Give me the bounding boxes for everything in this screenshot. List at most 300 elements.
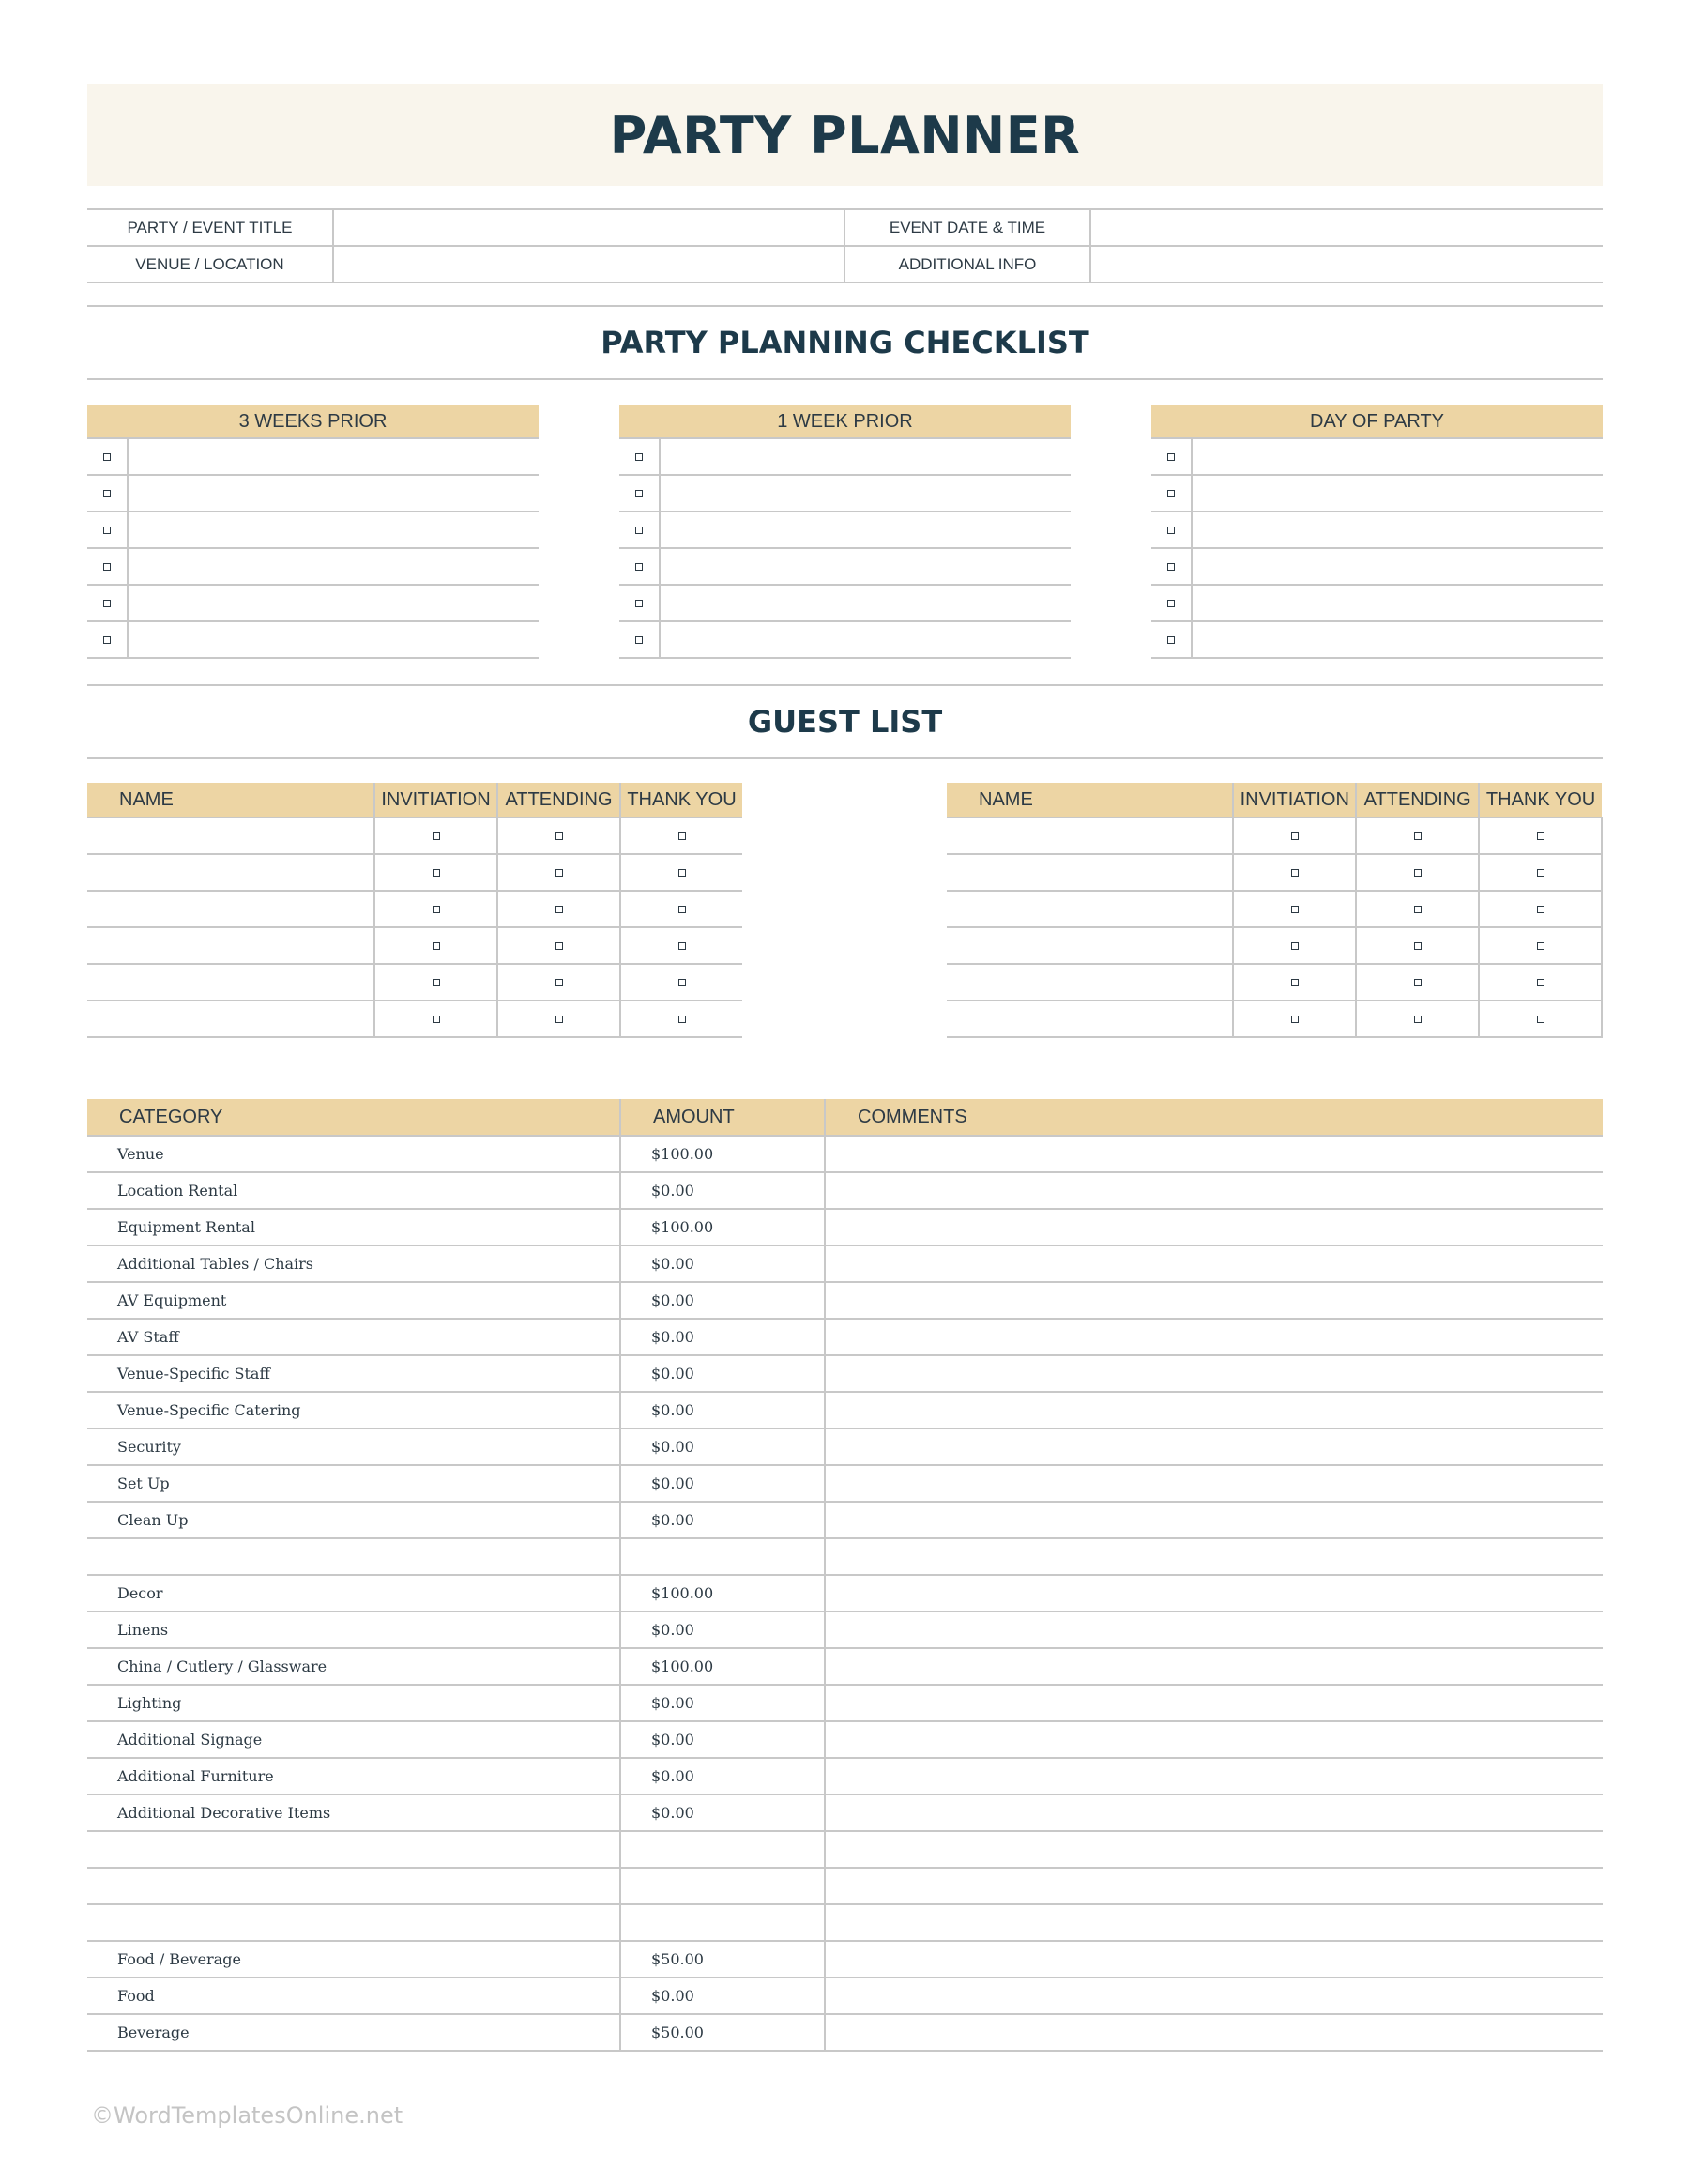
checkbox-cell — [87, 586, 129, 620]
guest-row — [87, 854, 742, 891]
checklist-item — [87, 476, 539, 512]
checkbox-icon[interactable] — [1291, 832, 1299, 840]
checklist-section-header — [87, 305, 1603, 380]
guest-name-header: NAME — [87, 783, 374, 817]
checkbox-cell — [1151, 549, 1193, 584]
invitation-cell — [1233, 1000, 1356, 1037]
checkbox-cell — [1151, 586, 1193, 620]
comments-cell[interactable] — [825, 1904, 1603, 1941]
checkbox-icon[interactable] — [555, 979, 563, 986]
checkbox-icon[interactable] — [678, 942, 686, 950]
checkbox-icon[interactable] — [103, 490, 111, 497]
checklist-item-field[interactable] — [129, 476, 539, 511]
checkbox-cell — [619, 439, 661, 474]
checklist-item — [1151, 549, 1603, 586]
thank-you-header: THANK YOU — [620, 783, 742, 817]
checklist-item-field[interactable] — [129, 439, 539, 474]
checklist-item-field[interactable] — [661, 439, 1071, 474]
comments-cell[interactable] — [825, 2014, 1603, 2051]
thank-you-cell — [1479, 1000, 1602, 1037]
checklist-item — [619, 549, 1071, 586]
amount-cell[interactable]: $100.00 — [620, 1575, 825, 1611]
invitation-cell — [374, 854, 497, 891]
checkbox-cell — [619, 476, 661, 511]
guest-name-field[interactable] — [947, 964, 1233, 1000]
attending-cell — [1356, 927, 1479, 964]
budget-row — [87, 1502, 1603, 1538]
amount-cell[interactable]: $0.00 — [620, 1685, 825, 1721]
comments-cell[interactable] — [825, 1392, 1603, 1428]
invitation-cell — [1233, 927, 1356, 964]
category-cell: Food — [87, 1978, 620, 2014]
checklist-item — [619, 622, 1071, 659]
checklist-item — [87, 512, 539, 549]
invitation-header: INVITIATION — [374, 783, 497, 817]
category-cell — [87, 1831, 620, 1868]
comments-cell[interactable] — [825, 1465, 1603, 1502]
comments-cell[interactable] — [825, 1136, 1603, 1172]
attending-cell — [497, 854, 620, 891]
comments-cell[interactable] — [825, 1721, 1603, 1758]
party-title-label: PARTY / EVENT TITLE — [87, 209, 333, 246]
budget-row — [87, 2014, 1603, 2051]
checklist-item-field[interactable] — [661, 622, 1071, 657]
comments-cell[interactable] — [825, 1868, 1603, 1904]
category-cell: Venue-Specific Catering — [87, 1392, 620, 1428]
comments-cell[interactable] — [825, 1245, 1603, 1282]
checklist-column — [619, 405, 1071, 659]
checklist-item — [619, 476, 1071, 512]
comments-cell[interactable] — [825, 1978, 1603, 2014]
guest-name-field[interactable] — [947, 891, 1233, 927]
comments-cell[interactable] — [825, 1502, 1603, 1538]
invitation-cell — [374, 891, 497, 927]
category-header: CATEGORY — [87, 1099, 620, 1136]
invitation-cell — [1233, 817, 1356, 854]
guest-row — [947, 854, 1602, 891]
guest-row — [87, 927, 742, 964]
thank-you-cell — [620, 964, 742, 1000]
amount-cell[interactable]: $0.00 — [620, 1319, 825, 1355]
invitation-cell — [374, 1000, 497, 1037]
checkbox-icon[interactable] — [678, 832, 686, 840]
checklist-title: PARTY PLANNING CHECKLIST — [601, 325, 1089, 360]
category-cell: Clean Up — [87, 1502, 620, 1538]
checkbox-icon[interactable] — [555, 906, 563, 913]
budget-table — [87, 1099, 1603, 2052]
checklist-item-field[interactable] — [661, 586, 1071, 620]
checkbox-icon[interactable] — [678, 1016, 686, 1023]
comments-cell[interactable] — [825, 1575, 1603, 1611]
budget-row — [87, 1209, 1603, 1245]
checklist-item-field[interactable] — [1193, 549, 1603, 584]
amount-cell[interactable] — [620, 1868, 825, 1904]
checkbox-cell — [87, 622, 129, 657]
amount-cell[interactable] — [620, 1904, 825, 1941]
attending-cell — [1356, 817, 1479, 854]
checklist-item — [619, 586, 1071, 622]
amount-cell[interactable]: $100.00 — [620, 1648, 825, 1685]
guest-row — [947, 1000, 1602, 1037]
amount-cell[interactable]: $0.00 — [620, 1282, 825, 1319]
checkbox-icon[interactable] — [678, 979, 686, 986]
attending-cell — [497, 817, 620, 854]
footer-credit: ©WordTemplatesOnline.net — [91, 2102, 403, 2129]
checkbox-cell — [619, 622, 661, 657]
attending-header: ATTENDING — [497, 783, 620, 817]
checkbox-icon[interactable] — [1167, 563, 1175, 571]
checkbox-icon[interactable] — [635, 600, 643, 607]
checklist-item-field[interactable] — [661, 512, 1071, 547]
comments-cell[interactable] — [825, 1941, 1603, 1978]
checklist-column-heading: 1 WEEK PRIOR — [619, 405, 1071, 439]
guest-name-field[interactable] — [947, 854, 1233, 891]
checkbox-icon[interactable] — [1537, 1016, 1544, 1023]
title-band — [87, 84, 1603, 186]
guest-table-right — [947, 783, 1603, 1038]
guest-name-field[interactable] — [87, 854, 374, 891]
checklist-item — [619, 512, 1071, 549]
guest-name-field[interactable] — [947, 1000, 1233, 1037]
budget-row — [87, 1355, 1603, 1392]
comments-cell[interactable] — [825, 1209, 1603, 1245]
checklist-item — [87, 549, 539, 586]
checkbox-cell — [1151, 622, 1193, 657]
guest-row — [947, 927, 1602, 964]
checkbox-icon[interactable] — [1167, 600, 1175, 607]
checkbox-cell — [87, 512, 129, 547]
amount-cell[interactable]: $0.00 — [620, 1172, 825, 1209]
checkbox-icon[interactable] — [555, 1016, 563, 1023]
checklist-item-field[interactable] — [1193, 439, 1603, 474]
budget-row — [87, 1758, 1603, 1795]
amount-cell[interactable]: $0.00 — [620, 1465, 825, 1502]
category-cell — [87, 1904, 620, 1941]
category-cell: Beverage — [87, 2014, 620, 2051]
event-info-table — [87, 208, 1603, 283]
amount-cell[interactable]: $0.00 — [620, 1392, 825, 1428]
amount-cell[interactable]: $100.00 — [620, 1209, 825, 1245]
category-cell: Security — [87, 1428, 620, 1465]
venue-label: VENUE / LOCATION — [87, 246, 333, 283]
checklist-column-heading: 3 WEEKS PRIOR — [87, 405, 539, 439]
checkbox-icon[interactable] — [1167, 490, 1175, 497]
guest-name-field[interactable] — [87, 964, 374, 1000]
comments-cell[interactable] — [825, 1611, 1603, 1648]
additional-info-field[interactable] — [1090, 246, 1603, 283]
checklist-item-field[interactable] — [129, 549, 539, 584]
checkbox-icon[interactable] — [103, 527, 111, 534]
invitation-header: INVITIATION — [1233, 783, 1356, 817]
budget-row — [87, 1685, 1603, 1721]
amount-cell[interactable]: $0.00 — [620, 1758, 825, 1795]
category-cell: Venue-Specific Staff — [87, 1355, 620, 1392]
checklist-item-field[interactable] — [1193, 622, 1603, 657]
thank-you-cell — [620, 817, 742, 854]
amount-cell[interactable]: $0.00 — [620, 1978, 825, 2014]
budget-row — [87, 1428, 1603, 1465]
category-cell: Set Up — [87, 1465, 620, 1502]
checkbox-icon[interactable] — [1537, 942, 1544, 950]
checkbox-cell — [1151, 512, 1193, 547]
checklist-item — [87, 586, 539, 622]
checkbox-icon[interactable] — [1291, 906, 1299, 913]
category-cell: China / Cutlery / Glassware — [87, 1648, 620, 1685]
checklist-item-field[interactable] — [1193, 512, 1603, 547]
guest-name-field[interactable] — [87, 817, 374, 854]
checkbox-icon[interactable] — [1291, 869, 1299, 877]
guest-row — [947, 817, 1602, 854]
budget-row — [87, 1465, 1603, 1502]
checkbox-icon[interactable] — [1291, 942, 1299, 950]
budget-row — [87, 1172, 1603, 1209]
checkbox-icon[interactable] — [103, 636, 111, 644]
budget-row — [87, 1831, 1603, 1868]
checkbox-icon[interactable] — [1167, 527, 1175, 534]
checkbox-icon[interactable] — [1537, 906, 1544, 913]
guest-name-field[interactable] — [87, 1000, 374, 1037]
checklist-item-field[interactable] — [1193, 476, 1603, 511]
checklist-item — [619, 439, 1071, 476]
checklist-item — [87, 622, 539, 659]
thank-you-cell — [1479, 854, 1602, 891]
attending-cell — [497, 1000, 620, 1037]
comments-cell[interactable] — [825, 1685, 1603, 1721]
budget-row — [87, 1575, 1603, 1611]
thank-you-cell — [1479, 817, 1602, 854]
budget-row — [87, 1795, 1603, 1831]
category-cell: Lighting — [87, 1685, 620, 1721]
budget-row — [87, 1611, 1603, 1648]
event-date-label: EVENT DATE & TIME — [844, 209, 1090, 246]
category-cell: Food / Beverage — [87, 1941, 620, 1978]
checkbox-icon[interactable] — [678, 906, 686, 913]
checkbox-icon[interactable] — [433, 869, 440, 877]
thank-you-cell — [620, 854, 742, 891]
checkbox-icon[interactable] — [635, 453, 643, 461]
checkbox-icon[interactable] — [103, 600, 111, 607]
checkbox-icon[interactable] — [635, 527, 643, 534]
budget-row — [87, 1648, 1603, 1685]
amount-cell[interactable] — [620, 1538, 825, 1575]
checkbox-icon[interactable] — [1414, 1016, 1422, 1023]
checkbox-icon[interactable] — [555, 832, 563, 840]
checkbox-cell — [1151, 439, 1193, 474]
invitation-cell — [1233, 891, 1356, 927]
checkbox-icon[interactable] — [1414, 906, 1422, 913]
amount-cell[interactable]: $0.00 — [620, 1611, 825, 1648]
checkbox-cell — [619, 586, 661, 620]
checklist-item — [1151, 476, 1603, 512]
attending-cell — [1356, 964, 1479, 1000]
additional-info-label: ADDITIONAL INFO — [844, 246, 1090, 283]
guest-row — [87, 891, 742, 927]
category-cell: Additional Furniture — [87, 1758, 620, 1795]
thank-you-cell — [620, 1000, 742, 1037]
invitation-cell — [374, 964, 497, 1000]
checkbox-icon[interactable] — [103, 453, 111, 461]
checkbox-icon[interactable] — [1167, 453, 1175, 461]
checkbox-icon[interactable] — [433, 942, 440, 950]
guest-row — [87, 817, 742, 854]
budget-row — [87, 1978, 1603, 2014]
guest-name-field[interactable] — [87, 891, 374, 927]
comments-cell[interactable] — [825, 1538, 1603, 1575]
venue-field[interactable] — [333, 246, 844, 283]
invitation-cell — [374, 927, 497, 964]
category-cell: AV Staff — [87, 1319, 620, 1355]
checklist-item — [1151, 622, 1603, 659]
thank-you-cell — [620, 927, 742, 964]
budget-row — [87, 1319, 1603, 1355]
thank-you-cell — [620, 891, 742, 927]
guest-name-field[interactable] — [87, 927, 374, 964]
checkbox-cell — [87, 549, 129, 584]
checkbox-cell — [619, 549, 661, 584]
checklist-item-field[interactable] — [1193, 586, 1603, 620]
guest-section-header — [87, 684, 1603, 759]
amount-cell[interactable]: $0.00 — [620, 1502, 825, 1538]
category-cell: Additional Tables / Chairs — [87, 1245, 620, 1282]
checkbox-icon[interactable] — [1537, 869, 1544, 877]
category-cell: AV Equipment — [87, 1282, 620, 1319]
category-cell — [87, 1538, 620, 1575]
amount-cell[interactable]: $0.00 — [620, 1355, 825, 1392]
amount-cell[interactable]: $0.00 — [620, 1721, 825, 1758]
comments-cell[interactable] — [825, 1648, 1603, 1685]
guest-row — [947, 891, 1602, 927]
category-cell: Additional Signage — [87, 1721, 620, 1758]
amount-header: AMOUNT — [620, 1099, 825, 1136]
thank-you-cell — [1479, 927, 1602, 964]
budget-row — [87, 1538, 1603, 1575]
comments-header: COMMENTS — [825, 1099, 1603, 1136]
budget-row — [87, 1721, 1603, 1758]
amount-cell[interactable]: $50.00 — [620, 1941, 825, 1978]
checkbox-icon[interactable] — [433, 979, 440, 986]
checkbox-icon[interactable] — [1167, 636, 1175, 644]
guest-table-left — [87, 783, 742, 1038]
comments-cell[interactable] — [825, 1282, 1603, 1319]
checkbox-icon[interactable] — [1414, 869, 1422, 877]
checklist-item — [1151, 512, 1603, 549]
guest-name-field[interactable] — [947, 817, 1233, 854]
comments-cell[interactable] — [825, 1795, 1603, 1831]
checklist-item-field[interactable] — [129, 512, 539, 547]
budget-row — [87, 1904, 1603, 1941]
checkbox-icon[interactable] — [1291, 1016, 1299, 1023]
budget-row — [87, 1245, 1603, 1282]
attending-cell — [1356, 854, 1479, 891]
checklist-item-field[interactable] — [661, 476, 1071, 511]
amount-cell[interactable]: $0.00 — [620, 1428, 825, 1465]
attending-cell — [1356, 891, 1479, 927]
checklist-column — [87, 405, 539, 659]
comments-cell[interactable] — [825, 1319, 1603, 1355]
category-cell: Location Rental — [87, 1172, 620, 1209]
guest-name-field[interactable] — [947, 927, 1233, 964]
checkbox-icon[interactable] — [1414, 942, 1422, 950]
attending-cell — [497, 964, 620, 1000]
guest-list-title: GUEST LIST — [747, 704, 943, 740]
comments-cell[interactable] — [825, 1831, 1603, 1868]
checkbox-icon[interactable] — [433, 1016, 440, 1023]
checkbox-cell — [87, 476, 129, 511]
checkbox-icon[interactable] — [1291, 979, 1299, 986]
checklist-item — [1151, 586, 1603, 622]
category-cell — [87, 1868, 620, 1904]
checkbox-icon[interactable] — [433, 906, 440, 913]
attending-cell — [497, 891, 620, 927]
budget-row — [87, 1941, 1603, 1978]
category-cell: Linens — [87, 1611, 620, 1648]
checklist-item — [1151, 439, 1603, 476]
amount-cell[interactable]: $50.00 — [620, 2014, 825, 2051]
guest-row — [87, 964, 742, 1000]
category-cell: Additional Decorative Items — [87, 1795, 620, 1831]
guest-row — [87, 1000, 742, 1037]
checkbox-icon[interactable] — [555, 942, 563, 950]
invitation-cell — [1233, 964, 1356, 1000]
comments-cell[interactable] — [825, 1355, 1603, 1392]
checkbox-icon[interactable] — [1414, 832, 1422, 840]
guest-name-header: NAME — [947, 783, 1233, 817]
checkbox-cell — [87, 439, 129, 474]
invitation-cell — [374, 817, 497, 854]
event-date-field[interactable] — [1090, 209, 1603, 246]
checkbox-cell — [1151, 476, 1193, 511]
budget-row — [87, 1136, 1603, 1172]
checklist-item-field[interactable] — [129, 586, 539, 620]
category-cell: Decor — [87, 1575, 620, 1611]
checklist-item — [87, 439, 539, 476]
amount-cell[interactable]: $100.00 — [620, 1136, 825, 1172]
checkbox-icon[interactable] — [635, 563, 643, 571]
checkbox-icon[interactable] — [635, 636, 643, 644]
thank-you-cell — [1479, 891, 1602, 927]
budget-row — [87, 1868, 1603, 1904]
budget-row — [87, 1282, 1603, 1319]
checklist-column-heading: DAY OF PARTY — [1151, 405, 1603, 439]
amount-cell[interactable]: $0.00 — [620, 1245, 825, 1282]
comments-cell[interactable] — [825, 1428, 1603, 1465]
checkbox-icon[interactable] — [678, 869, 686, 877]
guest-row — [947, 964, 1602, 1000]
checkbox-icon[interactable] — [635, 490, 643, 497]
checkbox-icon[interactable] — [1537, 979, 1544, 986]
checkbox-icon[interactable] — [103, 563, 111, 571]
checkbox-icon[interactable] — [1414, 979, 1422, 986]
checklist-item-field[interactable] — [661, 549, 1071, 584]
budget-row — [87, 1392, 1603, 1428]
checklist-column — [1151, 405, 1603, 659]
attending-cell — [497, 927, 620, 964]
comments-cell[interactable] — [825, 1172, 1603, 1209]
checkbox-icon[interactable] — [1537, 832, 1544, 840]
party-title-field[interactable] — [333, 209, 844, 246]
checklist-item-field[interactable] — [129, 622, 539, 657]
checkbox-icon[interactable] — [433, 832, 440, 840]
amount-cell[interactable]: $0.00 — [620, 1795, 825, 1831]
page-title: PARTY PLANNER — [609, 105, 1081, 165]
amount-cell[interactable] — [620, 1831, 825, 1868]
checkbox-icon[interactable] — [555, 869, 563, 877]
category-cell: Equipment Rental — [87, 1209, 620, 1245]
comments-cell[interactable] — [825, 1758, 1603, 1795]
checkbox-cell — [619, 512, 661, 547]
invitation-cell — [1233, 854, 1356, 891]
category-cell: Venue — [87, 1136, 620, 1172]
